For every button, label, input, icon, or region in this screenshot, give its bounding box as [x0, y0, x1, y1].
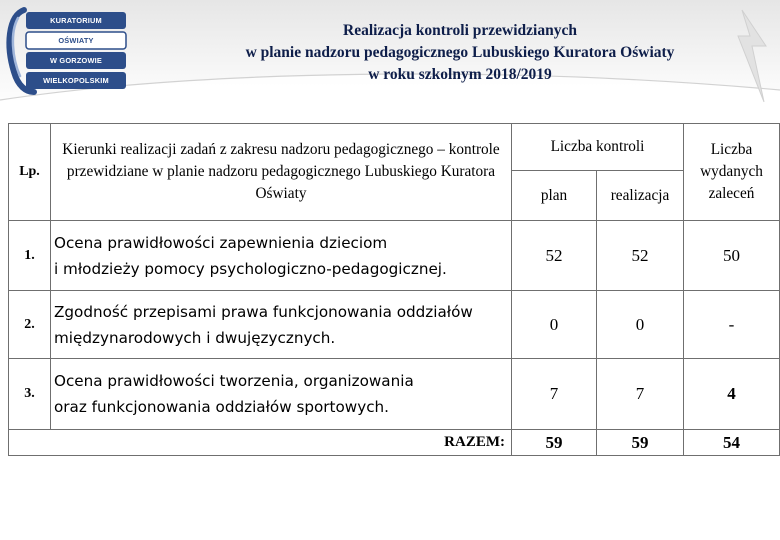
- header-lp: Lp.: [9, 124, 51, 221]
- header-plan: plan: [512, 171, 597, 221]
- row-description: [51, 291, 512, 359]
- row-zalecenia: 50: [684, 221, 780, 291]
- row-zalecenia: -: [684, 291, 780, 359]
- row-description: [51, 359, 512, 430]
- row-description-line-1: Zgodność przepisami prawa funkcjonowania oddziałów: [54, 302, 473, 321]
- logo-line-2: OŚWIATY: [58, 36, 94, 45]
- title-line-2: w planie nadzoru pedagogicznego Lubuskiego Kuratora Oświaty: [245, 44, 675, 61]
- total-realizacja: 59: [597, 430, 684, 456]
- row-description-line-2: i młodzieży pomocy psychologiczno-pedagogicznej.: [54, 259, 447, 278]
- header-description: Kierunki realizacji zadań z zakresu nadzoru pedagogicznego – kontrole przewidziane w planie nadzoru pedagogicznego Lubuskiego Kuratora Oświaty: [51, 124, 512, 221]
- row-realizacja: 0: [597, 291, 684, 359]
- row-realizacja: 7: [597, 359, 684, 430]
- logo-line-3: W GORZOWIE: [49, 56, 103, 65]
- title-line-3: w roku szkolnym 2018/2019: [368, 66, 552, 83]
- header-liczba-kontroli: Liczba kontroli: [512, 124, 684, 171]
- row-plan: 7: [512, 359, 597, 430]
- logo-line-4: WIELKOPOLSKIM: [43, 76, 109, 85]
- row-plan: 52: [512, 221, 597, 291]
- kuratorium-logo: [4, 6, 130, 96]
- row-description: [51, 221, 512, 291]
- row-zalecenia: 4: [684, 359, 780, 430]
- table-total-row: [9, 430, 780, 456]
- table-header-row: [9, 124, 780, 171]
- table-row: [9, 221, 780, 291]
- header-zalecenia: Liczba wydanych zaleceń: [684, 124, 780, 221]
- row-description-line-2: międzynarodowych i dwujęzycznych.: [54, 328, 336, 347]
- table-row: [9, 359, 780, 430]
- page-title: [170, 20, 750, 86]
- row-realizacja: 52: [597, 221, 684, 291]
- row-plan: 0: [512, 291, 597, 359]
- row-description-line-2: oraz funkcjonowania oddziałów sportowych.: [54, 398, 390, 416]
- row-lp: 1.: [9, 221, 51, 291]
- total-zalecenia: 54: [684, 430, 780, 456]
- header-realizacja: realizacja: [597, 171, 684, 221]
- row-description-line-1: Ocena prawidłowości zapewnienia dzieciom: [54, 233, 388, 252]
- row-lp: 2.: [9, 291, 51, 359]
- title-line-1: Realizacja kontroli przewidzianych: [343, 22, 577, 39]
- row-lp: 3.: [9, 359, 51, 430]
- controls-table: [8, 123, 780, 456]
- row-description-line-1: Ocena prawidłowości tworzenia, organizowania: [54, 372, 414, 390]
- logo-line-1: KURATORIUM: [50, 16, 102, 25]
- total-plan: 59: [512, 430, 597, 456]
- table-row: [9, 291, 780, 359]
- total-label: RAZEM:: [9, 430, 512, 456]
